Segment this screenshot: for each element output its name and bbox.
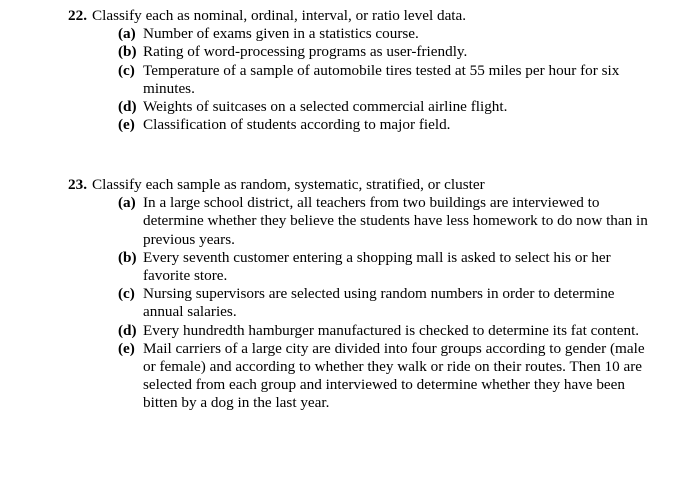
item-text: Classification of students according to major field. xyxy=(143,116,451,134)
list-item xyxy=(0,25,700,43)
item-label: (d) xyxy=(118,98,137,116)
list-item xyxy=(0,194,700,249)
item-label: (b) xyxy=(118,43,137,61)
question-number: 22. xyxy=(68,7,87,24)
question-22-header xyxy=(0,7,700,25)
question-22-items xyxy=(0,25,700,134)
item-label: (e) xyxy=(118,116,135,134)
list-item xyxy=(0,43,700,61)
question-23 xyxy=(0,176,700,413)
question-23-header xyxy=(0,176,700,194)
item-text: In a large school district, all teachers from two buildings are interviewed to determine whether they believe the students have less homework to do now than in previous years. xyxy=(143,194,648,248)
item-label: (a) xyxy=(118,194,136,212)
list-item xyxy=(0,249,700,285)
item-label: (a) xyxy=(118,25,136,43)
question-number: 23. xyxy=(68,176,87,193)
question-prompt: Classify each sample as random, systematic, stratified, or cluster xyxy=(91,176,485,193)
item-label: (c) xyxy=(118,61,135,79)
item-text: Mail carriers of a large city are divided into four groups according to gender (male or female) and according to whether they walk or ride on their routes. Then 10 are selected from each group and interviewed to determine whether they have been bitten by a dog in the last year. xyxy=(143,339,645,412)
item-text: Number of exams given in a statistics course. xyxy=(143,25,419,43)
item-text: Every seventh customer entering a shopping mall is asked to select his or her favorite store. xyxy=(143,248,611,285)
list-item xyxy=(0,322,700,340)
list-item xyxy=(0,98,700,116)
item-text: Temperature of a sample of automobile tires tested at 55 miles per hour for six minutes. xyxy=(143,61,620,97)
item-text: Every hundredth hamburger manufactured is checked to determine its fat content. xyxy=(143,321,640,339)
item-text: Rating of word-processing programs as user-friendly. xyxy=(143,43,468,61)
list-item xyxy=(0,62,700,98)
question-22 xyxy=(0,7,700,134)
list-item xyxy=(0,285,700,321)
list-item xyxy=(0,116,700,134)
item-label: (d) xyxy=(118,321,137,339)
item-text: Nursing supervisors are selected using random numbers in order to determine annual salaries. xyxy=(143,285,615,321)
item-text: Weights of suitcases on a selected commercial airline flight. xyxy=(143,98,508,116)
question-23-items xyxy=(0,194,700,412)
question-prompt: Classify each as nominal, ordinal, interval, or ratio level data. xyxy=(91,7,467,24)
list-item xyxy=(0,340,700,413)
item-label: (e) xyxy=(118,339,135,357)
item-label: (b) xyxy=(118,248,137,266)
item-label: (c) xyxy=(118,285,135,303)
